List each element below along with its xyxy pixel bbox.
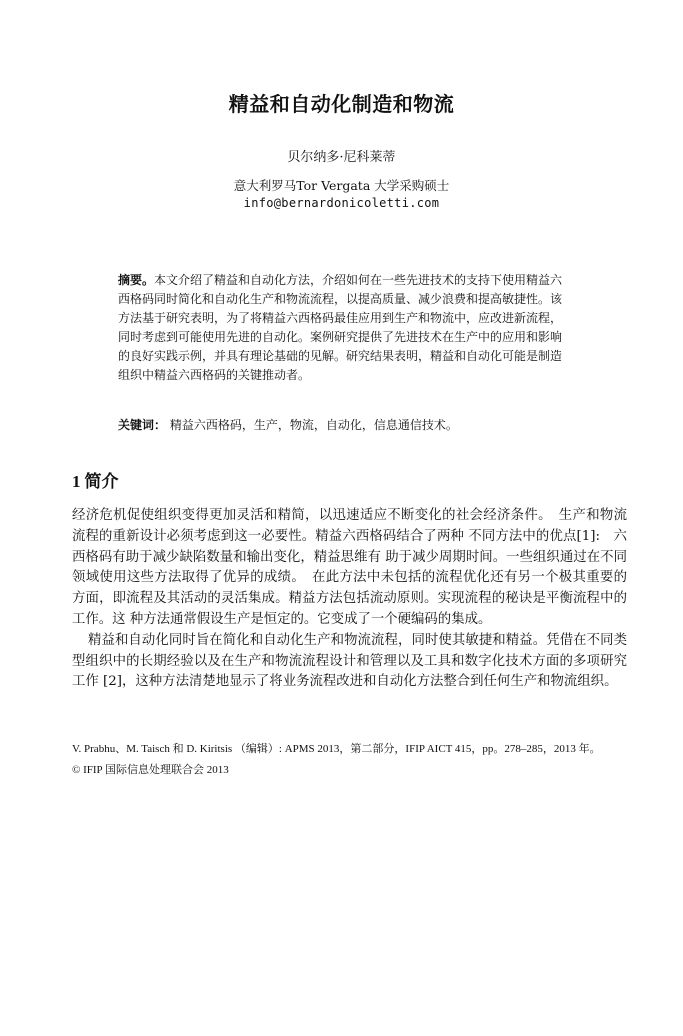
section-number: 1 — [72, 472, 81, 491]
author-affiliation: 意大利罗马Tor Vergata 大学采购硕士 — [233, 178, 450, 193]
body-paragraph-2: 精益和自动化同时旨在简化和自动化生产和物流流程，同时使其敏捷和精益。凭借在不同类型组织中的长期经验以及在生产和物流流程设计和管理以及工具和数字化技术方面的多项研究工作 [2]，这种方法清楚地显示了将业务流程改进和自动化方法整合到任何生产和物流组织。 — [72, 632, 627, 690]
section-heading — [72, 467, 119, 492]
keywords-label: 关键词： — [118, 418, 167, 432]
abstract-text: 本文介绍了精益和自动化方法，介绍如何在一些先进技术的支持下使用精益六西格码同时简化和自动化生产和物流流程，以提高质量、减少浪费和提高敏捷性。该方法基于研究表明，为了将精益六西格码最佳应用到生产和物流中，应改进新流程，同时考虑到可能使用先进的自动化。案例研究提供了先进技术在生产中的应用和影响的良好实践示例，并具有理论基础的见解。研究结果表明，精益和自动化可能是制造组织中精益六西格码的关键推动者。 — [118, 273, 563, 382]
page-footer — [72, 740, 627, 779]
citation-note: V. Prabhu、M. Taisch 和 D. Kiritsis （编辑）: APMS 2013，第二部分，IFIP AICT 415，pp。278–285，2013 年。 — [72, 743, 601, 755]
author-name: 贝尔纳多·尼科莱蒂 — [287, 150, 396, 165]
section-body — [72, 506, 627, 693]
author-email: info@bernardonicoletti.com — [243, 196, 440, 210]
section-title: 简介 — [84, 472, 119, 491]
abstract — [118, 271, 570, 385]
paper-title: 精益和自动化制造和物流 — [228, 92, 455, 116]
abstract-label: 摘要。 — [118, 273, 155, 287]
body-paragraph-1: 经济危机促使组织变得更加灵活和精简，以迅速适应不断变化的社会经济条件。 生产和物流流程的重新设计必须考虑到这一必要性。精益六西格码结合了两种 不同方法中的优点[1]: 六西格码有助于减少缺陷数量和输出变化，精益思维有 助于减少周期时间。一些组织通过在不同领域使用这些方法取得了优异的成绩。 在此方法中未包括的流程优化还有另一个极其重要的方面，即流程及其活动的灵活集成。精益方法包括流动原则。实现流程的秘诀是平衡流程中的工作。这 种方法通常假设生产是恒定的。它变成了一个硬编码的集成。 — [72, 508, 627, 627]
keywords — [118, 416, 570, 435]
keywords-text: 精益六西格码，生产，物流，自动化，信息通信技术。 — [169, 418, 458, 432]
copyright-note: © IFIP 国际信息处理联合会 2013 — [72, 764, 229, 776]
